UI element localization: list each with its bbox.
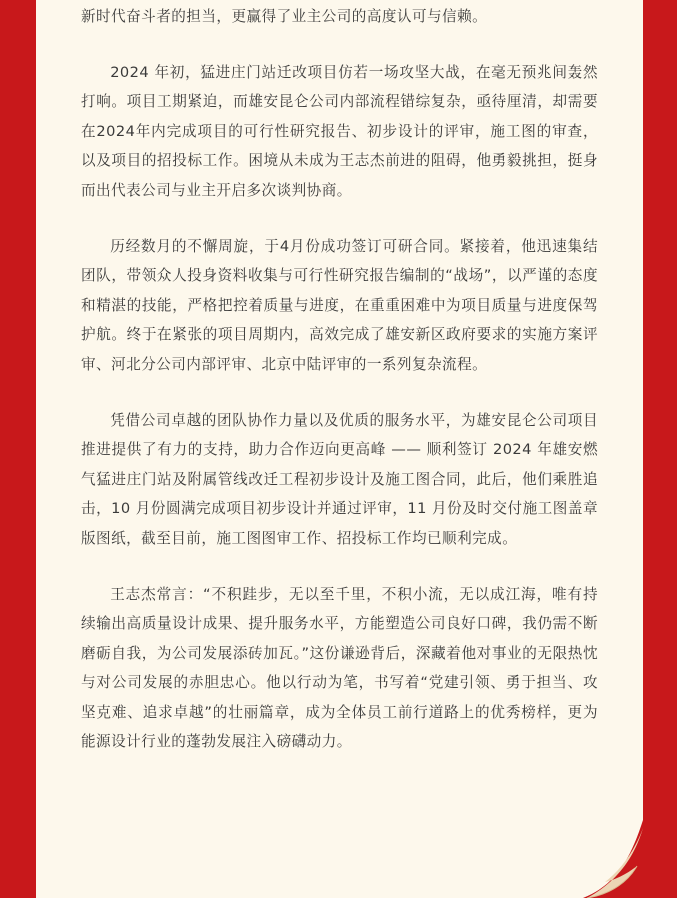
article-paragraph-3: 历经数月的不懈周旋，于4月份成功签订可研合同。紧接着，他迅速集结团队，带领众人投身资料收集与可行性研究报告编制的“战场”，以严谨的态度和精湛的技能，严格把控着质量与进度，在重重困难中为项目质量与进度保驾护航。终于在紧张的项目周期内，高效完成了雄安新区政府要求的实施方案评审、河北分公司内部评审、北京中陆评审的一系列复杂流程。 <box>81 237 598 373</box>
article-paragraph-2: 2024 年初，猛进庄门站迁改项目仿若一场攻坚大战，在毫无预兆间轰然打响。项目工期紧迫，而雄安昆仑公司内部流程错综复杂，亟待厘清，却需要在2024年内完成项目的可行性研究报告、初步设计的评审，施工图的审查，以及项目的招投标工作。困境从未成为王志杰前进的阻碍，他勇毅挑担，挺身而出代表公司与业主开启多次谈判协商。 <box>81 63 598 199</box>
article-paragraph-5: 王志杰常言：“不积跬步，无以至千里，不积小流，无以成江海，唯有持续输出高质量设计成果、提升服务水平，方能塑造公司良好口碑，我仍需不断磨砺自我，为公司发展添砖加瓦。”这份谦逊背后，深藏着他对事业的无限热忱与对公司发展的赤胆忠心。他以行动为笔，书写着“党建引领、勇于担当、攻坚克难、追求卓越”的壮丽篇章，成为全体员工前行道路上的优秀榜样，更为能源设计行业的蓬勃发展注入磅礴动力。 <box>81 585 598 751</box>
article-paragraph-4: 凭借公司卓越的团队协作力量以及优质的服务水平，为雄安昆仑公司项目推进提供了有力的支持，助力合作迈向更高峰 —— 顺利签订 2024 年雄安燃气猛进庄门站及附属管线改迁工程初步设计及施工图合同，此后，他们乘胜追击，10 月份圆满完成项目初步设计并通过评审，11 月份及时交付施工图盖章版图纸，截至目前，施工图图审工作、招投标工作均已顺利完成。 <box>81 411 598 547</box>
article-paper <box>36 0 643 898</box>
article-paragraph-1: 新时代奋斗者的担当，更赢得了业主公司的高度认可与信赖。 <box>81 8 488 25</box>
page-curl-icon <box>583 820 643 898</box>
